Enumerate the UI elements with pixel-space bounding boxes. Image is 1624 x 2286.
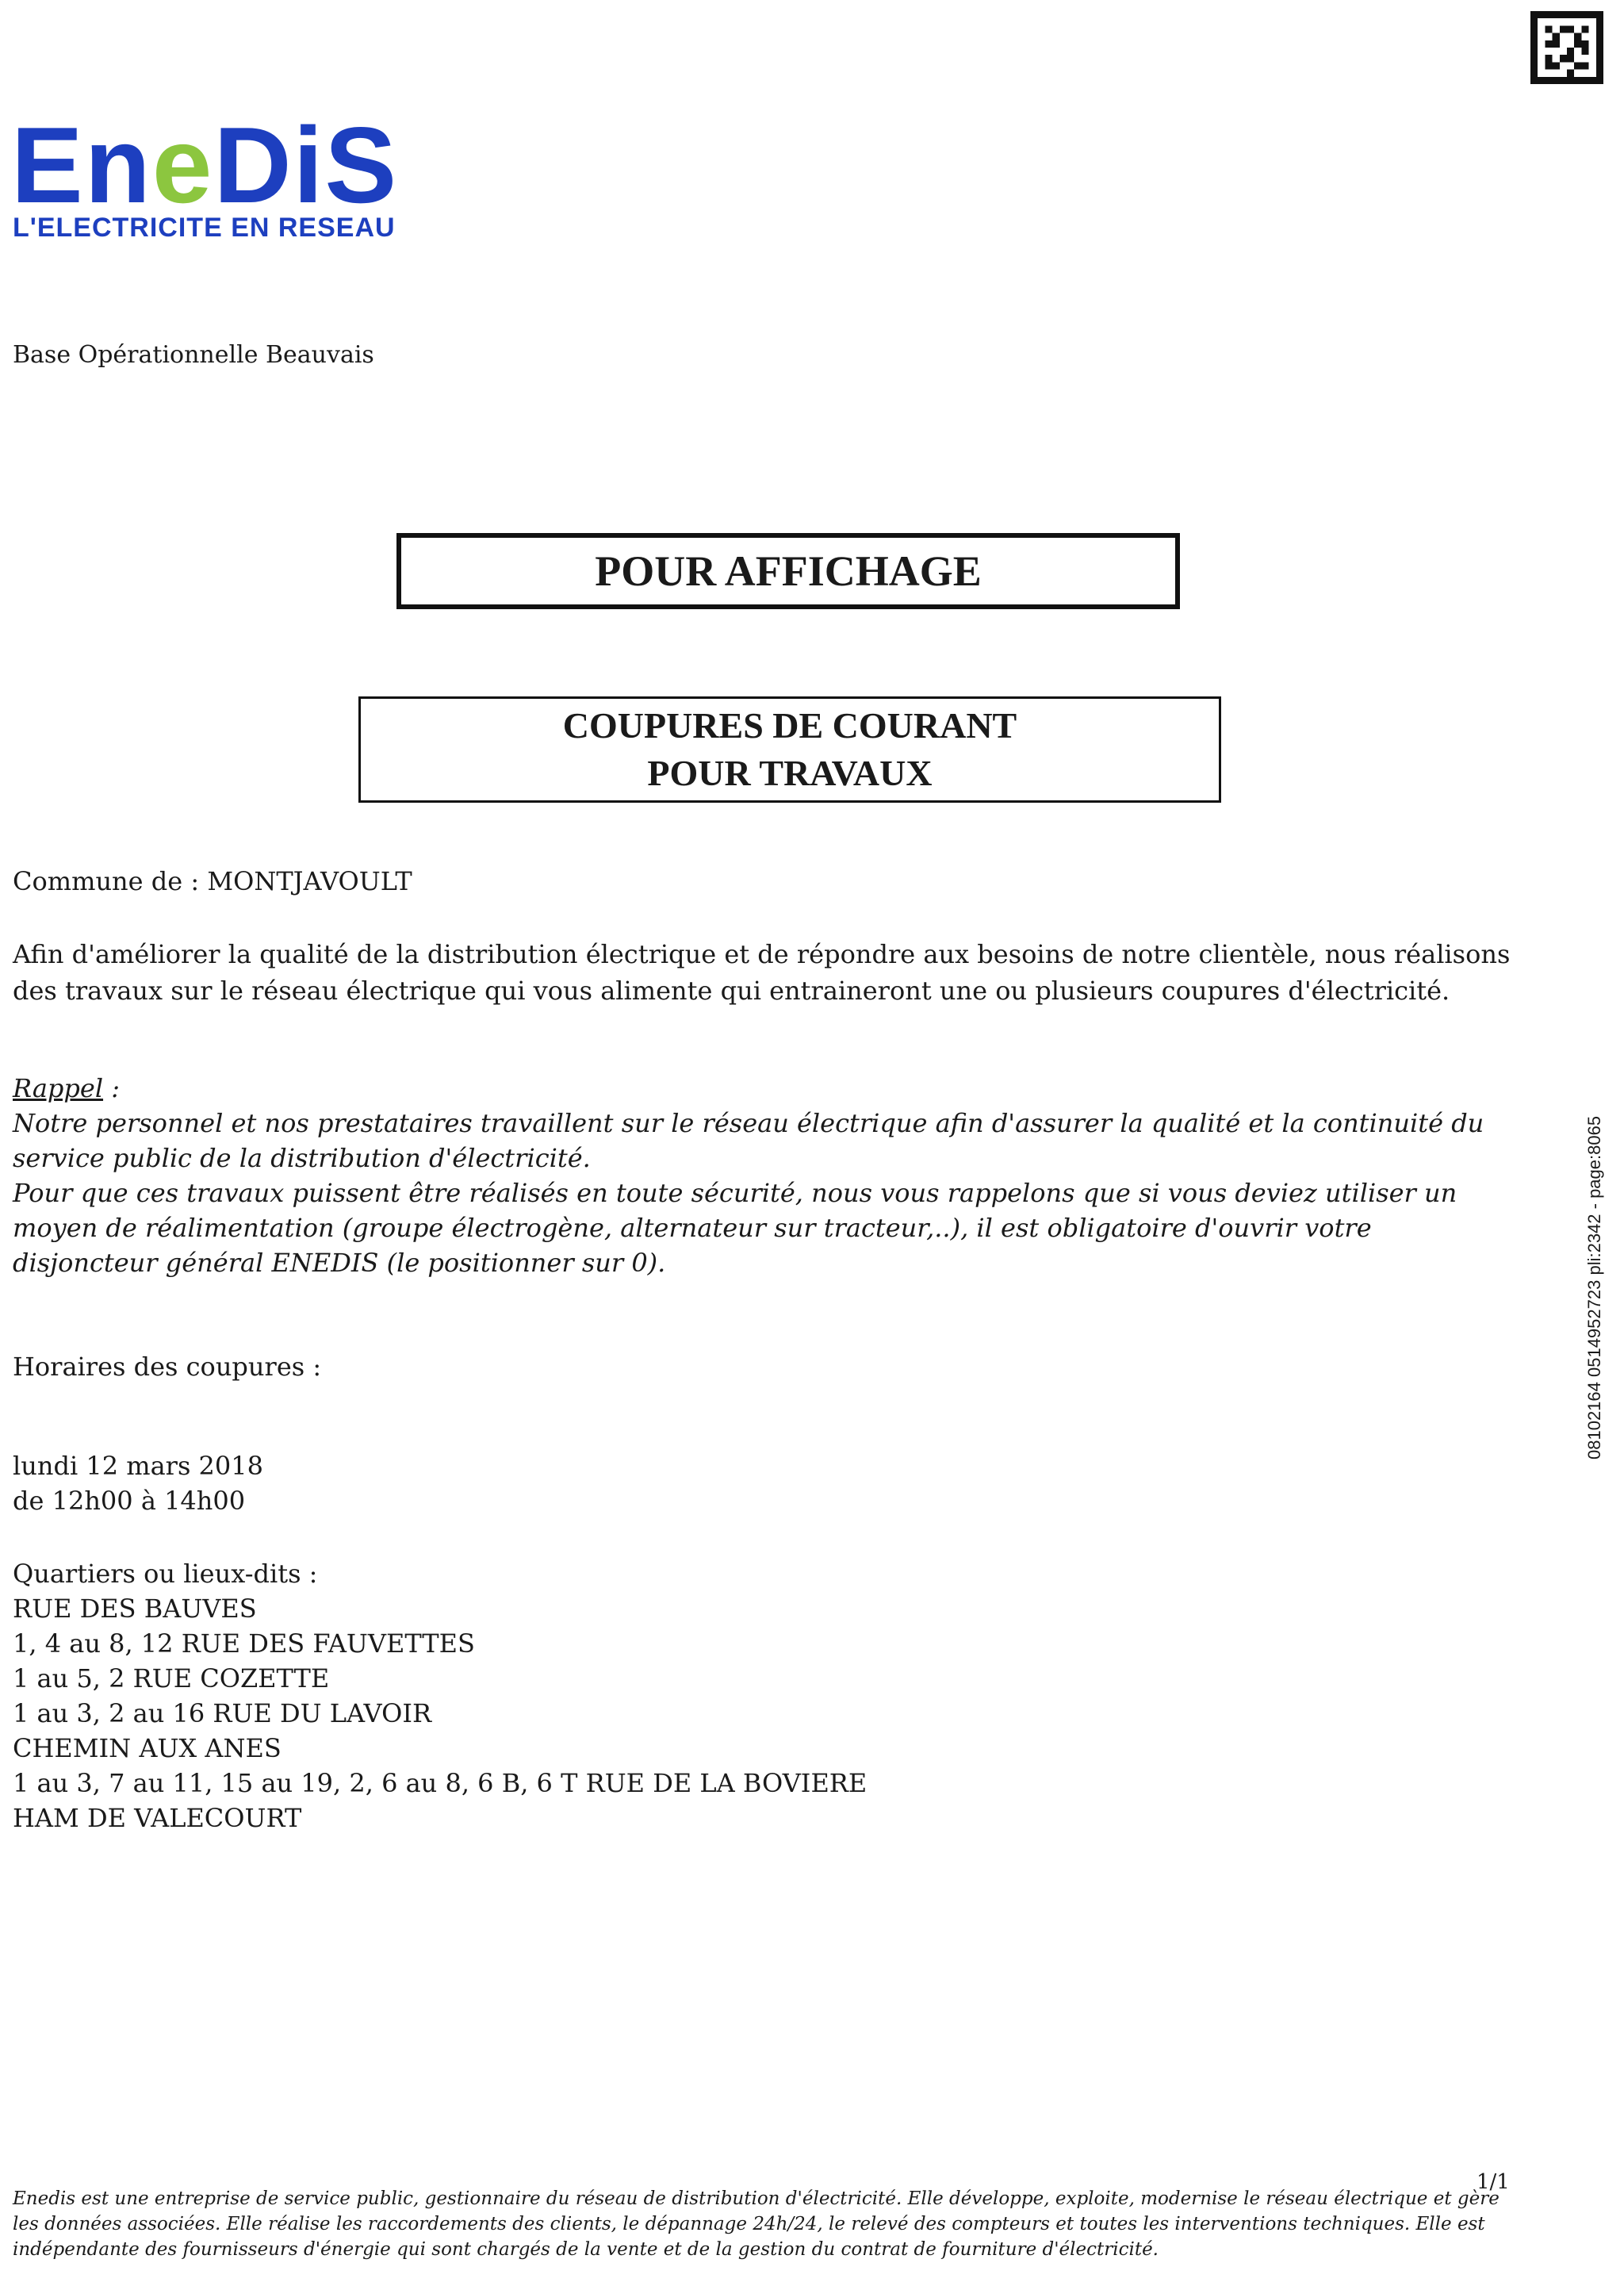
outage-hours: de 12h00 à 14h00 (13, 1486, 246, 1516)
commune-line: Commune de : MONTJAVOULT (13, 866, 412, 896)
logo-tagline: L'ELECTRICITE EN RESEAU (13, 213, 396, 243)
subject-line-2: POUR TRAVAUX (647, 753, 933, 793)
list-item: 1, 4 au 8, 12 RUE DES FAUVETTES (13, 1628, 475, 1659)
outage-schedule (13, 1448, 263, 1518)
rappel-colon: : (103, 1073, 120, 1103)
quartiers-section (13, 1556, 867, 1835)
rappel-heading (13, 1071, 1519, 1106)
subject-box (358, 696, 1221, 803)
rappel-paragraph-1: Notre personnel et nos prestataires travaillent sur le réseau électrique afin d'assurer la qualité et la continuité du service public de la distribution d'électricité. (13, 1108, 1484, 1173)
rappel-section (13, 1071, 1519, 1280)
notice-heading-box (396, 533, 1180, 609)
horaires-title: Horaires des coupures : (13, 1352, 322, 1382)
side-tracking-code (1584, 1063, 1608, 1459)
subject-line-1: COUPURES DE COURANT (562, 705, 1017, 746)
logo-part-2: e (151, 105, 214, 225)
page-number: 1/1 (1477, 2170, 1510, 2194)
footer-legal-text: Enedis est une entreprise de service public, gestionnaire du réseau de distribution d'électricité. Elle développe, exploite, modernise le réseau électrique et gère les données associées. Elle réalise les raccordements des clients, le dépannage 24h/24, le relevé des compteurs et toutes les interventions techniques. Elle est indépendante des fournisseurs d'énergie qui sont chargés de la vente et de la gestion du contrat de fourniture d'électricité. (13, 2188, 1500, 2260)
intro-paragraph: Afin d'améliorer la qualité de la distribution électrique et de répondre aux besoins de notre clientèle, nous réalisons des travaux sur le réseau électrique qui vous alimente qui entraineront une ou plusieurs coupures d'électricité. (13, 939, 1511, 1006)
rappel-title: Rappel (13, 1073, 104, 1103)
qr-code-icon (1530, 11, 1603, 84)
rappel-paragraph-2: Pour que ces travaux puissent être réalisés en toute sécurité, nous vous rappelons que si vous deviez utiliser un moyen de réalimentation (groupe électrogène, alternateur sur tracteur,..), il est obligatoire d'ouvrir votre disjoncteur général ENEDIS (le positionner sur 0). (13, 1178, 1457, 1278)
list-item: HAM DE VALECOURT (13, 1803, 302, 1833)
list-item: 1 au 3, 7 au 11, 15 au 19, 2, 6 au 8, 6 B, 6 T RUE DE LA BOVIERE (13, 1768, 868, 1798)
list-item: 1 au 5, 2 RUE COZETTE (13, 1663, 330, 1693)
logo-part-3: DiS (213, 105, 399, 225)
list-item: CHEMIN AUX ANES (13, 1733, 282, 1763)
list-item: RUE DES BAUVES (13, 1594, 257, 1624)
outage-date: lundi 12 mars 2018 (13, 1451, 263, 1481)
list-item: 1 au 3, 2 au 16 RUE DU LAVOIR (13, 1698, 432, 1728)
side-tracking-code-text: 08102164 0514952723 pli:2342 - page:8065 (1584, 1115, 1604, 1459)
quartiers-title: Quartiers ou lieux-dits : (13, 1559, 318, 1589)
enedis-logo (11, 105, 399, 225)
notice-heading: POUR AFFICHAGE (595, 547, 982, 595)
base-operationnelle: Base Opérationnelle Beauvais (13, 341, 374, 369)
logo-part-1: En (11, 105, 152, 225)
